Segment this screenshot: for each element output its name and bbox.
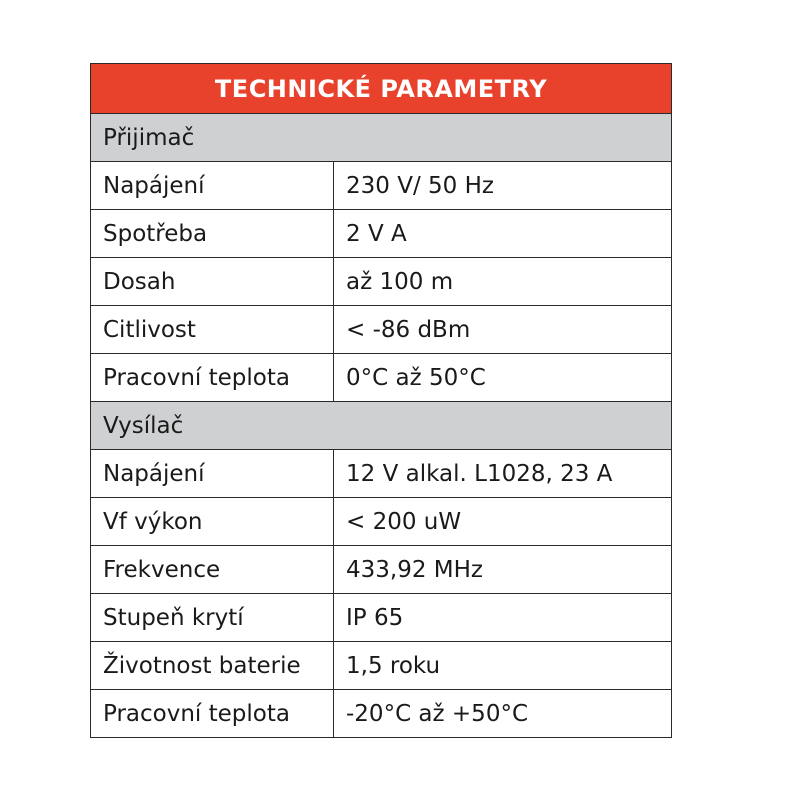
param-value: IP 65 bbox=[334, 594, 672, 642]
param-value: 2 V A bbox=[334, 210, 672, 258]
section-name: Přijimač bbox=[91, 114, 672, 162]
table-row bbox=[91, 594, 672, 642]
param-label: Životnost baterie bbox=[91, 642, 334, 690]
param-label: Napájení bbox=[91, 450, 334, 498]
table-row bbox=[91, 210, 672, 258]
table-row bbox=[91, 546, 672, 594]
section-header-receiver bbox=[91, 114, 672, 162]
param-label: Frekvence bbox=[91, 546, 334, 594]
param-value: 12 V alkal. L1028, 23 A bbox=[334, 450, 672, 498]
table-row bbox=[91, 450, 672, 498]
table-row bbox=[91, 642, 672, 690]
table-row bbox=[91, 690, 672, 738]
table-row bbox=[91, 354, 672, 402]
param-label: Napájení bbox=[91, 162, 334, 210]
table-row bbox=[91, 258, 672, 306]
param-value: < 200 uW bbox=[334, 498, 672, 546]
param-label: Stupeň krytí bbox=[91, 594, 334, 642]
param-label: Vf výkon bbox=[91, 498, 334, 546]
param-value: až 100 m bbox=[334, 258, 672, 306]
section-header-transmitter bbox=[91, 402, 672, 450]
param-value: 230 V/ 50 Hz bbox=[334, 162, 672, 210]
param-label: Pracovní teplota bbox=[91, 354, 334, 402]
param-value: 433,92 MHz bbox=[334, 546, 672, 594]
table-row bbox=[91, 306, 672, 354]
param-value: < -86 dBm bbox=[334, 306, 672, 354]
table-row bbox=[91, 162, 672, 210]
table-row bbox=[91, 498, 672, 546]
table-title: TECHNICKÉ PARAMETRY bbox=[91, 64, 672, 114]
param-value: 0°C až 50°C bbox=[334, 354, 672, 402]
param-label: Citlivost bbox=[91, 306, 334, 354]
param-label: Dosah bbox=[91, 258, 334, 306]
technical-parameters-table bbox=[90, 63, 672, 738]
section-name: Vysílač bbox=[91, 402, 672, 450]
param-value: -20°C až +50°C bbox=[334, 690, 672, 738]
param-label: Pracovní teplota bbox=[91, 690, 334, 738]
param-value: 1,5 roku bbox=[334, 642, 672, 690]
param-label: Spotřeba bbox=[91, 210, 334, 258]
table-title-row bbox=[91, 64, 672, 114]
